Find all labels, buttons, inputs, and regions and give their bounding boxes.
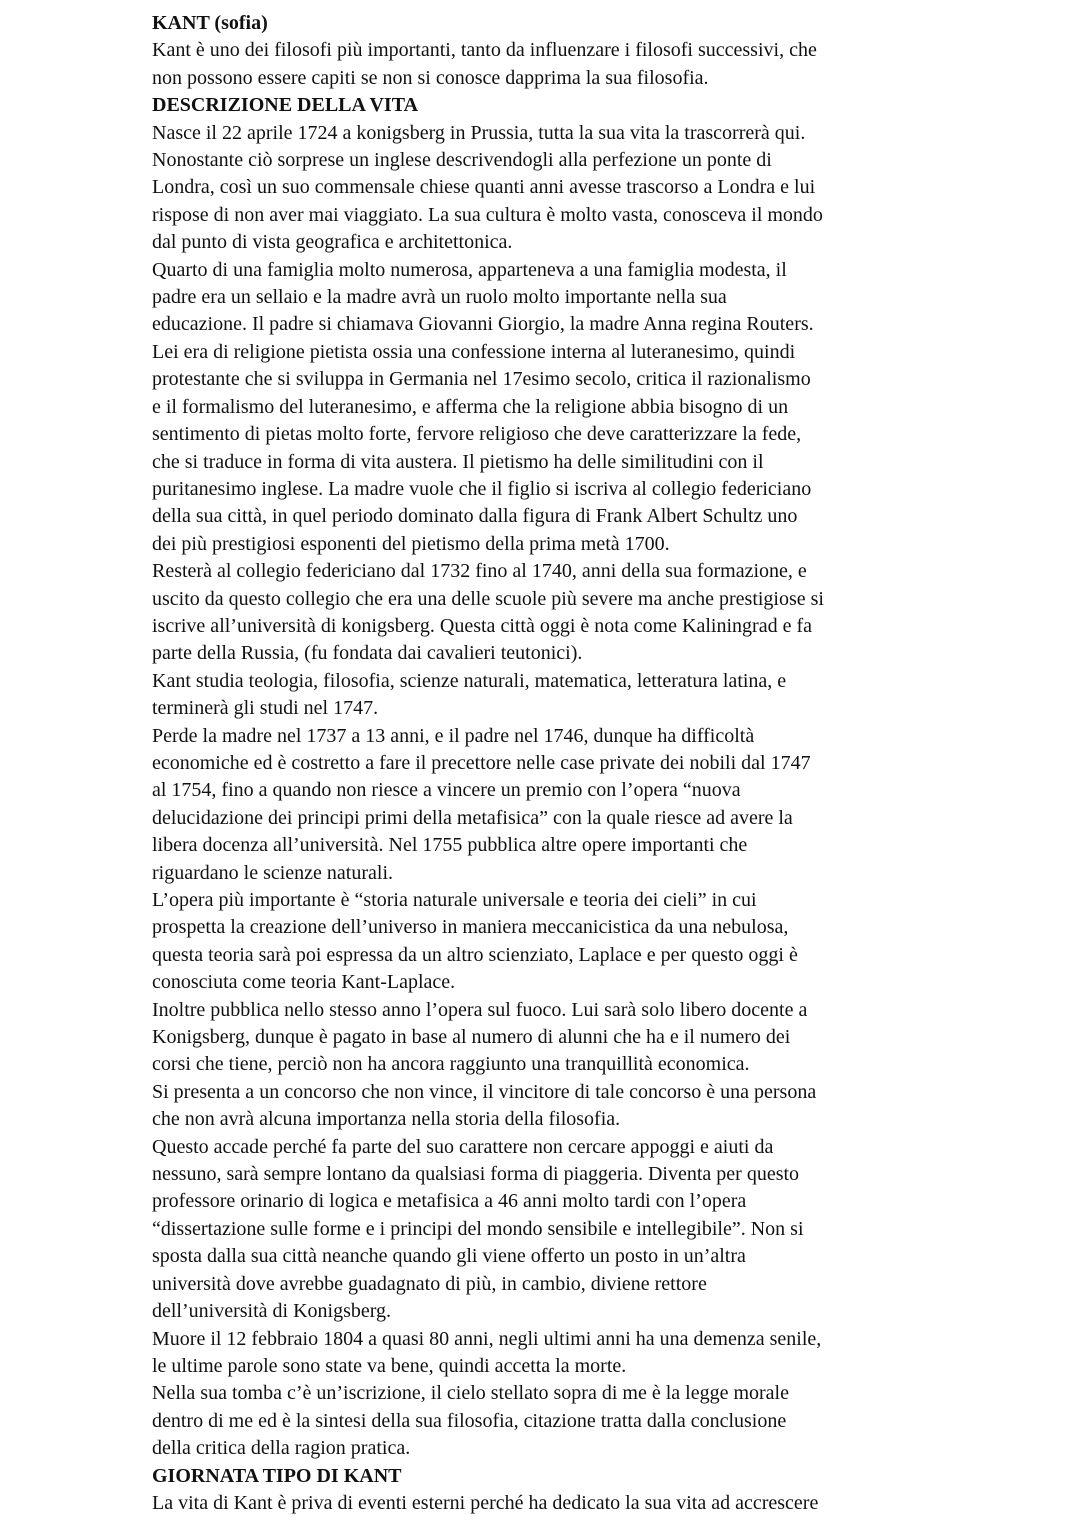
text-line: sposta dalla sua città neanche quando gli viene offerto un posto in un’altra — [152, 1245, 746, 1268]
text-line: questa teoria sarà poi espressa da un altro scienziato, Laplace e per questo oggi è — [152, 943, 798, 966]
text-line: Perde la madre nel 1737 a 13 anni, e il padre nel 1746, dunque ha difficoltà — [152, 724, 755, 747]
text-line: conosciuta come teoria Kant-Laplace. — [152, 971, 456, 994]
text-line: economiche ed è costretto a fare il precettore nelle case private dei nobili dal 1747 — [152, 751, 811, 774]
text-line: Kant studia teologia, filosofia, scienze naturali, matematica, letteratura latina, e — [152, 669, 787, 692]
text-line: Quarto di una famiglia molto numerosa, apparteneva a una famiglia modesta, il — [152, 258, 787, 281]
text-line: terminerà gli studi nel 1747. — [152, 697, 379, 720]
text-line: Lei era di religione pietista ossia una confessione interna al luteranesimo, quindi — [152, 340, 796, 363]
text-line: professore orinario di logica e metafisica a 46 anni molto tardi con l’opera — [152, 1190, 747, 1213]
text-line: L’opera più importante è “storia naturale universale e teoria dei cieli” in cui — [152, 889, 757, 911]
text-line: non possono essere capiti se non si conosce dapprima la sua filosofia. — [152, 66, 709, 89]
text-line: riguardano le scienze naturali. — [152, 861, 393, 884]
text-line: che si traduce in forma di vita austera. Il pietismo ha delle similitudini con il — [152, 450, 764, 473]
text-line: università dove avrebbe guadagnato di più, in cambio, diviene rettore — [152, 1272, 707, 1295]
text-line: prospetta la creazione dell’universo in maniera meccanicistica da una nebulosa, — [152, 916, 789, 939]
text-line: padre era un sellaio e la madre avrà un ruolo molto importante nella sua — [152, 286, 727, 309]
text-line: uscito da questo collegio che era una delle scuole più severe ma anche prestigiose si — [152, 587, 824, 610]
text-line: Konigsberg, dunque è pagato in base al numero di alunni che ha e il numero dei — [152, 1026, 791, 1049]
section-heading: DESCRIZIONE DELLA VITA — [152, 94, 419, 117]
document-page — [152, 10, 942, 1517]
text-line: La vita di Kant è priva di eventi esterni perché ha dedicato la sua vita ad accrescere — [152, 1491, 819, 1514]
text-line: iscrive all’università di konigsberg. Questa città oggi è nota come Kaliningrad e fa — [152, 614, 812, 637]
text-line: “dissertazione sulle forme e i principi del mondo sensibile e intellegibile”. Non si — [152, 1217, 804, 1240]
text-line: Inoltre pubblica nello stesso anno l’opera sul fuoco. Lui sarà solo libero docente a — [152, 998, 808, 1021]
text-line: della critica della ragion pratica. — [152, 1437, 411, 1460]
text-line: Muore il 12 febbraio 1804 a quasi 80 anni, negli ultimi anni ha una demenza senile, — [152, 1327, 822, 1350]
text-line: e il formalismo del luteranesimo, e afferma che la religione abbia bisogno di un — [152, 395, 789, 418]
section-heading: KANT (sofia) — [152, 12, 268, 34]
text-line: Nasce il 22 aprile 1724 a konigsberg in Prussia, tutta la sua vita la trascorrerà qui. — [152, 121, 806, 144]
text-line: sentimento di pietas molto forte, fervore religioso che deve caratterizzare la fede, — [152, 423, 802, 446]
text-line: dell’università di Konigsberg. — [152, 1300, 392, 1323]
section-heading: GIORNATA TIPO DI KANT — [152, 1464, 402, 1487]
text-line: educazione. Il padre si chiamava Giovanni Giorgio, la madre Anna regina Routers. — [152, 313, 814, 336]
text-line: Si presenta a un concorso che non vince, il vincitore di tale concorso è una persona — [152, 1080, 817, 1103]
text-line: dei più prestigiosi esponenti del pietismo della prima metà 1700. — [152, 532, 670, 555]
text-line: libera docenza all’università. Nel 1755 pubblica altre opere importanti che — [152, 834, 748, 857]
text-line: al 1754, fino a quando non riesce a vincere un premio con l’opera “nuova — [152, 779, 741, 802]
text-line: Resterà al collegio federiciano dal 1732 fino al 1740, anni della sua formazione, e — [152, 560, 807, 583]
text-line: Nella sua tomba c’è un’iscrizione, il cielo stellato sopra di me è la legge morale — [152, 1382, 789, 1405]
text-line: rispose di non aver mai viaggiato. La sua cultura è molto vasta, conosceva il mondo — [152, 203, 823, 226]
text-line: Questo accade perché fa parte del suo carattere non cercare appoggi e aiuti da — [152, 1135, 774, 1158]
text-line: dentro di me ed è la sintesi della sua filosofia, citazione tratta dalla conclusione — [152, 1409, 787, 1432]
text-line: dal punto di vista geografica e architettonica. — [152, 231, 513, 254]
text-line: delucidazione dei principi primi della metafisica” con la quale riesce ad avere la — [152, 806, 793, 829]
text-line: parte della Russia, (fu fondata dai cavalieri teutonici). — [152, 642, 583, 665]
text-line: protestante che si sviluppa in Germania nel 17esimo secolo, critica il razionalismo — [152, 368, 811, 391]
text-line: corsi che tiene, perciò non ha ancora raggiunto una tranquillità economica. — [152, 1053, 750, 1076]
text-line: puritanesimo inglese. La madre vuole che il figlio si iscriva al collegio federiciano — [152, 477, 812, 500]
text-line: Londra, così un suo commensale chiese quanti anni avesse trascorso a Londra e lui — [152, 176, 816, 199]
text-line: Kant è uno dei filosofi più importanti, tanto da influenzare i filosofi successivi, che — [152, 39, 817, 62]
text-line: della sua città, in quel periodo dominato dalla figura di Frank Albert Schultz uno — [152, 505, 798, 528]
text-line: le ultime parole sono state va bene, quindi accetta la morte. — [152, 1354, 627, 1377]
text-line: nessuno, sarà sempre lontano da qualsiasi forma di piaggeria. Diventa per questo — [152, 1163, 800, 1186]
text-line: Nonostante ciò sorprese un inglese descrivendogli alla perfezione un ponte di — [152, 149, 772, 172]
text-line: che non avrà alcuna importanza nella storia della filosofia. — [152, 1108, 621, 1131]
